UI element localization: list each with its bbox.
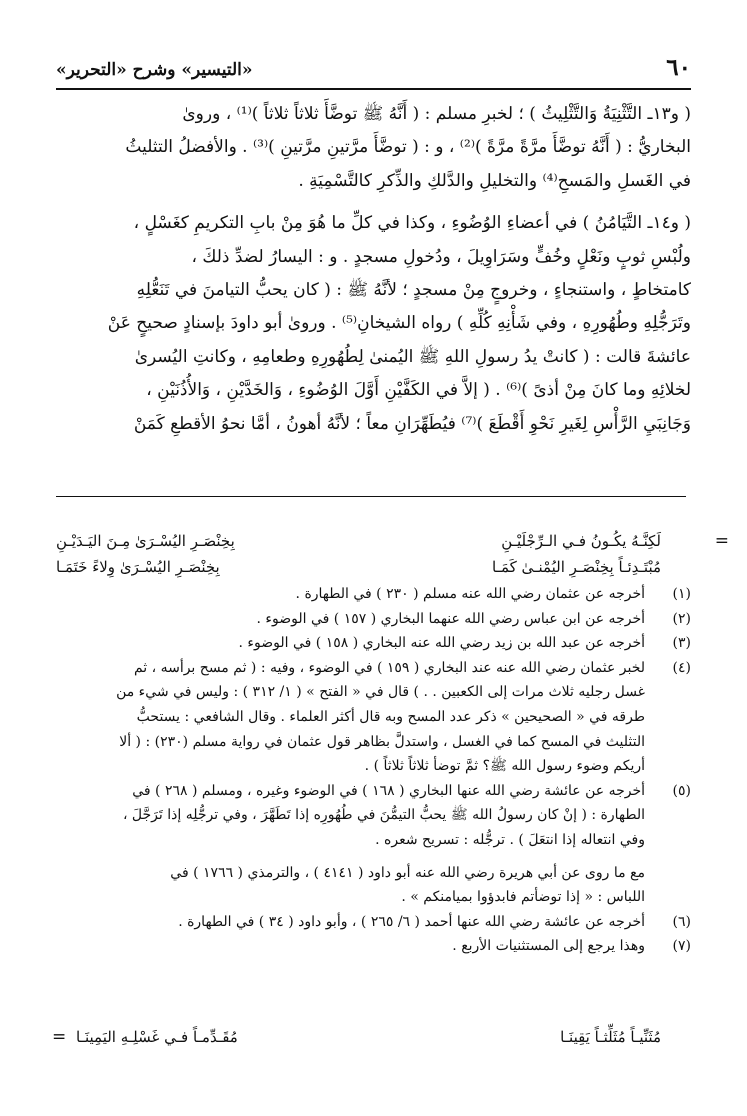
- footnote-text: غسل رجليه ثلاث مرات إلى الكعبين . . ) قال في « الفتح » ( ١/ ٣١٢ ) : وليس في شيء من: [116, 684, 645, 701]
- main-line: في الغَسلِ والمَسحِ⁽⁴⁾ والتخليلِ والدَّلكِ والذِّكرِ كالتَّسْمِيَةِ .: [298, 170, 691, 191]
- footnote-text: أخرجه عن ابن عباس رضي الله عنهما البخاري ( ١٥٧ ) في الوضوء .: [256, 610, 645, 627]
- continuation-mark: =: [714, 531, 729, 551]
- main-line: ( و١٣ـ التَّثْنِيَةُ وَالتَّثْلِيثُ ) ؛ لخبرِ مسلم : ( أَنَّهُ ﷺ توضَّأَ ثلاثاً ثلاثاً )⁽¹⁾ ، وروىٰ: [182, 104, 691, 124]
- main-line: وَجَانِبَيِ الرَّأْسِ لِغَيرِ نَحْوِ أَقْطَعَ )⁽⁷⁾ فيُطَهِّرَانِ معاً ؛ لأنَّهُ أهونُ ، أمَّا نحوُ الأقطعِ كَمَنْ: [133, 413, 691, 434]
- verse-hemistich: مُبْتَـدِئـاً بِخِنْصَـرِ اليُمْنـىٰ كَمَـا: [492, 558, 661, 576]
- continuation-mark: =: [52, 1027, 67, 1047]
- footnote-number: (٥): [672, 782, 691, 799]
- page-header: [56, 50, 691, 90]
- page-number: ٦٠: [666, 54, 691, 81]
- footnote-divider: [56, 496, 686, 497]
- verse-hemistich: مُثَنِّيـاً مُثَلِّثـاً يَقِينَـا: [560, 1028, 661, 1046]
- verse-hemistich: مُقَـدِّمـاً فـي غَسْلِـهِ اليَمِينَـا: [76, 1028, 238, 1046]
- footnote-text: طرقه في « الصحيحين » ذكر عدد المسح وبه قال أكثر العلماء . وقال الشافعي : يستحبُّ: [136, 708, 645, 725]
- main-line: لخلائِهِ وما كانَ مِنْ أذىً )⁽⁶⁾ . ( إلاَّ في الكَفَّيْنِ أَوَّلَ الوُضُوءِ ، وَالخَدَّيْنِ ، وَالأُذُنَيْنِ ،: [146, 380, 691, 401]
- footnote: [56, 910, 691, 935]
- footnote: [56, 607, 691, 632]
- footnote-continuation: [56, 861, 691, 910]
- running-title: «التيسير» وشرح «التحرير»: [56, 60, 253, 80]
- footnote-text: أخرجه عن عائشة رضي الله عنها البخاري ( ١٦٨ ) في الوضوء وغيره ، ومسلم ( ٢٦٨ ) في: [132, 782, 645, 799]
- footnote-number: (٢): [672, 610, 691, 627]
- footnote: [56, 631, 691, 656]
- footnote-text: الطهارة : ( إنْ كان رسولُ الله ﷺ يحبُّ التيمُّنَ في طُهُورِه إذا تَطَهَّرَ ، وفي ترجُّلِه إذا تَرَجَّلَ ،: [122, 807, 645, 824]
- verse-hemistich: لَكِنَّـهُ يكُـونُ فـي الـرِّجْلَيْـنِ: [501, 532, 661, 550]
- footnote-text: مع ما روى عن أبي هريرة رضي الله عنه أبو داود ( ٤١٤١ ) ، والترمذي ( ١٧٦٦ ) في: [170, 864, 645, 881]
- main-line: كامتخاطٍ ، واستنجاءٍ ، وخروجٍ مِنْ مسجدٍ ؛ لأنَّهُ ﷺ : ( كان يحبُّ التيامنَ في تَنَعُّلِهِ: [136, 280, 691, 301]
- main-text: [56, 98, 691, 441]
- footnote-text: أخرجه عن عبد الله بن زيد رضي الله عنه البخاري ( ١٥٨ ) في الوضوء .: [238, 635, 645, 652]
- footnote-text: أخرجه عن عائشة رضي الله عنها أحمد ( ٦/ ٢٦٥ ) ، وأبو داود ( ٣٤ ) في الطهارة .: [178, 913, 645, 930]
- footnote-text: وفي انتعاله إذا انتعَلَ ) . ترجُّله : تسريح شعره .: [375, 831, 645, 848]
- footnote-number: (٤): [672, 659, 691, 676]
- footnote-number: (١): [672, 586, 691, 602]
- footnote: [56, 779, 691, 853]
- footnote: [56, 934, 691, 959]
- footnote: [56, 582, 691, 607]
- footnote-text: وهذا يرجع إلى المستثنيات الأربع .: [452, 938, 645, 955]
- footnote-text: اللباس : « إذا توضأتم فابدؤوا بميامنكم » .: [401, 889, 645, 906]
- main-line: ولُبْسِ ثوبٍ ونَعْلٍ وخُفٍّ وسَرَاوِيلَ ، ودُخولِ مسجدٍ . و : اليسارُ لضدِّ ذلكَ ،: [191, 246, 691, 267]
- main-line: ( و١٤ـ التَّيَامُنُ ) في أعضاءِ الوُضُوءِ ، وكذا في كلِّ ما هُوَ مِنْ بابِ التكريمِ كغَسْلٍ ،: [133, 213, 691, 234]
- main-line: وتَرَجُّلِهِ وطُهُورِهِ ، وفي شَأْنِهِ كُلِّهِ ) رواه الشيخانِ⁽⁵⁾ . وروىٰ أبو داودَ بإسنادٍ صحيحٍ عَنْ: [107, 313, 691, 334]
- verse-hemistich: بِخِنْصَـرِ اليُسْـرَىٰ وِلاءً خَتَمَـا: [56, 558, 220, 576]
- verse-hemistich: بِخِنْصَـرِ اليُسْـرَىٰ مِـنَ اليَـدَيْـنِ: [56, 532, 235, 550]
- footnote-number: (٣): [672, 635, 691, 652]
- footnote-number: (٦): [672, 913, 691, 930]
- verse-line: [56, 528, 729, 554]
- footnotes: [56, 582, 691, 959]
- main-line: البخاريُّ : ( أَنَّهُ توضَّأَ مرَّةً مرَّةً )⁽²⁾ ، و : ( توضَّأَ مرَّتينِ مرَّتينِ )⁽³⁾ . والأفضلُ التثليثُ: [125, 137, 691, 158]
- footnote: [56, 656, 691, 779]
- footnote-text: التثليث في المسح كما في الغسل ، واستدلَّ بظاهر قول عثمان في رواية مسلم (٢٣٠) : ( ألا: [119, 733, 645, 750]
- verse-line: [56, 554, 691, 580]
- verse-line: [52, 1024, 691, 1050]
- footnote-text: أريكم وضوء رسول الله ﷺ؟ ثمَّ توضأ ثلاثاً ثلاثاً ) .: [364, 758, 645, 775]
- main-line: عائشةَ قالت : ( كانتْ يدُ رسولِ اللهِ ﷺ اليُمنىٰ لِطُهُورِهِ وطعامِهِ ، وكانتِ اليُسرىٰ: [134, 346, 691, 367]
- footnote-text: لخبر عثمان رضي الله عنه عند البخاري ( ١٥٩ ) في الوضوء ، وفيه : ( ثم مسح برأسه ، ثم: [133, 659, 645, 676]
- footnote-text: أخرجه عن عثمان رضي الله عنه مسلم ( ٢٣٠ ) في الطهارة .: [295, 586, 645, 602]
- footnote-number: (٧): [672, 938, 691, 955]
